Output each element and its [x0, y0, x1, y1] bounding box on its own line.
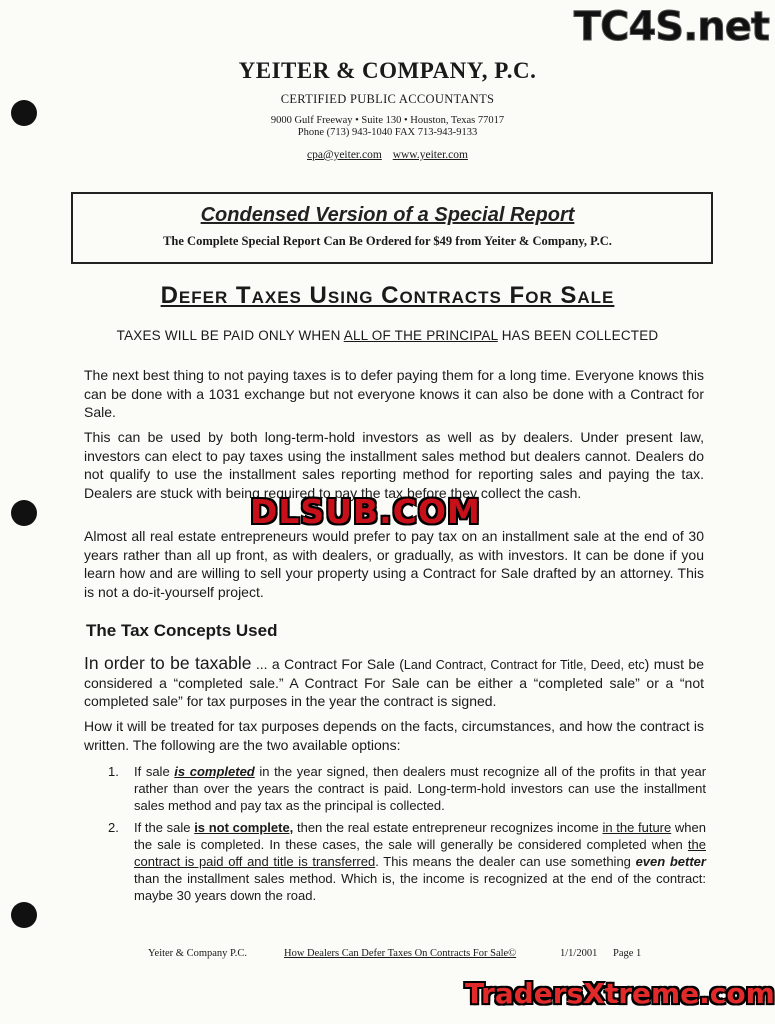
taxable-lead: In order to be taxable [84, 653, 252, 673]
subheading-underlined: ALL OF THE PRINCIPAL [343, 328, 498, 343]
footer-firm: Yeiter & Company P.C. [148, 948, 247, 959]
options-intro: How it will be treated for tax purposes depends on the facts, circumstances, and how the contract is written. The following are the two available options: [84, 718, 704, 753]
report-box-title: Condensed Version of a Special Report [200, 204, 575, 226]
report-box-subtitle: The Complete Special Report Can Be Ordered for $49 from Yeiter & Company, P.C. [163, 234, 612, 248]
watermark-bottom: TradersXtreme.com [465, 977, 775, 1010]
subheading-pre: TAXES WILL BE PAID ONLY WHEN [116, 328, 344, 343]
firm-name: YEITER & COMPANY, P.C. [238, 58, 537, 83]
item2-c: then the real estate entrepreneur recognizes income [293, 820, 603, 835]
taxable-a: ... a Contract For Sale ( [251, 656, 404, 672]
subheading-post: HAS BEEN COLLECTED [497, 328, 659, 343]
website-link[interactable]: www.yeiter.com [392, 149, 468, 161]
firm-subtitle: CERTIFIED PUBLIC ACCOUNTANTS [280, 92, 495, 106]
paragraph-2: This can be used by both long-term-hold investors as well as by dealers. Under present law, investors can elect to pay taxes using the installment sales method but dealers cannot. Dealers do not qualify to use the installment sales reporting method for reporting sales and paying the tax. Dealers are stuck with being required to pay the tax before they collect the cash. [84, 429, 704, 501]
item1-b: is completed [174, 764, 255, 779]
phone-line: Phone (713) 943-1040 FAX 713-943-9133 [297, 127, 478, 138]
list-number-1: 1. [108, 764, 119, 779]
punch-hole-bottom [11, 902, 37, 928]
footer-doc-title: How Dealers Can Defer Taxes On Contracts For Sale© [284, 948, 517, 959]
taxable-paragraph [84, 654, 704, 710]
footer-date: 1/1/2001 [560, 948, 598, 959]
taxable-b: ) must be considered a “completed sale.” A Contract For Sale can be either a “completed sale” or a “not completed sale” for tax purposes in the year the contract is signed. [84, 656, 705, 709]
item2-b: is not complete, [194, 820, 294, 835]
item2-i: than the installment sales method. Which is, the income is recognized at the end of the contract: maybe 30 years down the road. [134, 871, 706, 903]
contact-links [0, 149, 775, 161]
item2-g: . This means the dealer can use something [375, 854, 636, 869]
watermark-top: TC4S.net [573, 4, 769, 50]
document-subheading [0, 328, 775, 343]
paragraph-1: The next best thing to not paying taxes is to defer paying them for a long time. Everyone knows this can be done with a 1031 exchange but not everyone knows it can also be done with a Contract for Sale. [84, 367, 704, 420]
list-item-2 [110, 819, 706, 904]
punch-hole-middle [11, 500, 37, 526]
report-box [71, 192, 713, 264]
list-number-2: 2. [108, 820, 119, 835]
email-link[interactable]: cpa@yeiter.com [307, 149, 382, 161]
taxable-paren: Land Contract, Contract for Title, Deed, etc [403, 658, 645, 672]
item2-e: when the sale is completed. In these cases, the sale will generally be considered completed when [134, 820, 706, 852]
list-item-1 [110, 763, 706, 814]
address-line: 9000 Gulf Freeway • Suite 130 • Houston, Texas 77017 [270, 115, 505, 126]
watermark-middle: DLSUB.COM [250, 492, 481, 531]
item1-a: If sale [134, 764, 175, 779]
item1-c: in the year signed, then dealers must recognize all of the profits in that year rather than over the years the contract is paid. Long-term-hold investors can use the installment sales method and pay tax as the principal is collected. [134, 764, 707, 813]
item2-h: even better [635, 854, 706, 869]
paragraph-3: Almost all real estate entrepreneurs would prefer to pay tax on an installment sale at the end of 30 years rather than all up front, as with dealers, or gradually, as with investors. It can be done if you learn how and are willing to sell your property using a Contract for Sale drafted by an attorney. This is not a do-it-yourself project. [84, 528, 704, 600]
document-title: Defer Taxes Using Contracts For Sale [160, 282, 615, 309]
firm-address [0, 115, 775, 139]
section-heading: The Tax Concepts Used [86, 621, 278, 640]
item2-f: the contract is paid off and title is transferred [134, 837, 706, 869]
item2-a: If the sale [134, 820, 195, 835]
footer-page: Page 1 [613, 948, 642, 959]
item2-d: in the future [602, 820, 672, 835]
